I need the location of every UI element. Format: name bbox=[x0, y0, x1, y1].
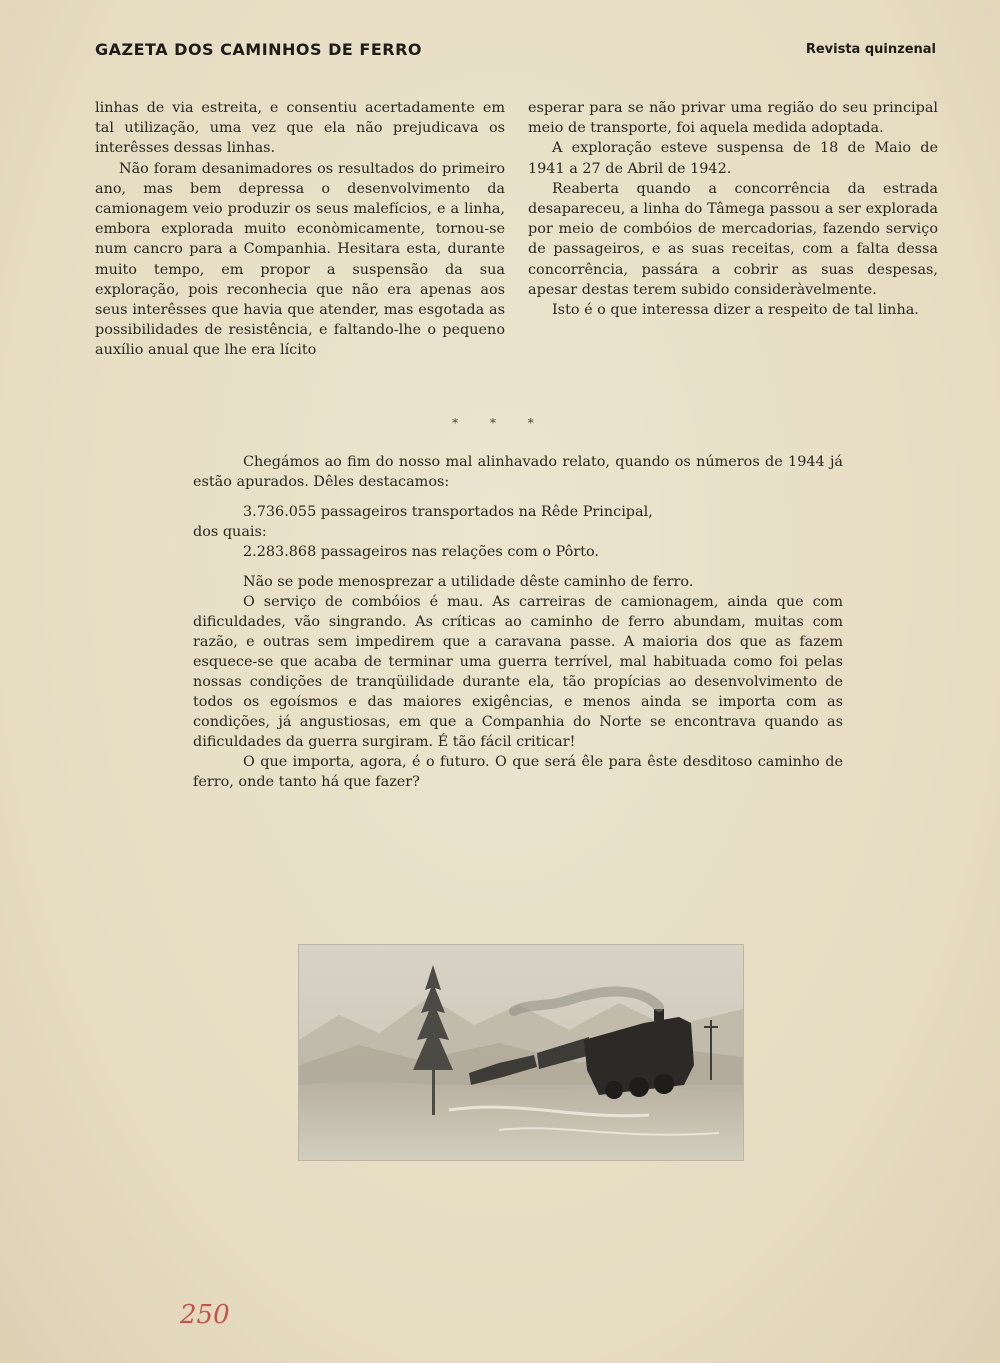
steam-locomotive-illustration bbox=[298, 944, 744, 1161]
statistic-line: 2.283.868 passageiros nas relações com o Pôrto. bbox=[243, 544, 599, 560]
running-header-subtitle: Revista quinzenal bbox=[805, 42, 936, 57]
paragraph: A exploração esteve suspensa de 18 de Maio de 1941 a 27 de Abril de 1942. bbox=[528, 140, 938, 177]
left-column bbox=[95, 98, 505, 361]
paragraph: Não se pode menosprezar a utilidade dêste caminho de ferro. bbox=[243, 574, 694, 590]
right-column bbox=[528, 98, 938, 320]
paragraph: O que importa, agora, é o futuro. O que será êle para êste desditoso caminho de ferro, onde tanto há que fazer? bbox=[193, 754, 843, 790]
section-separator: * * * bbox=[452, 416, 548, 430]
conclusion-section bbox=[193, 452, 843, 792]
paragraph: linhas de via estreita, e consentiu acertadamente em tal utilização, uma vez que ela não prejudicava os interêsses dessas linhas. bbox=[95, 100, 505, 157]
paragraph: O serviço de combóios é mau. As carreiras de camionagem, ainda que com dificuldades, vão singrando. As críticas ao caminho de ferro abundam, muitas com razão, e outras sem impedirem que a caravana passe. A maioria dos que as fazem esquece-se que acaba de terminar uma guerra terrível, mal habituada como foi pelas nossas condições de tranqüilidade durante ela, tão propícias ao desenvolvimento de todos os egoísmos e das maiores exigências, e menos ainda se importa com as condições, já angustiosas, em que a Companhia do Norte se encontrava quando as dificuldades da guerra surgiram. É tão fácil criticar! bbox=[193, 594, 843, 750]
page-number: 250 bbox=[180, 1300, 230, 1330]
train-illustration-icon bbox=[299, 945, 743, 1160]
paragraph: Isto é o que interessa dizer a respeito de tal linha. bbox=[552, 302, 919, 319]
statistic-joiner: dos quais: bbox=[193, 524, 267, 540]
paragraph: Não foram desanimadores os resultados do primeiro ano, mas bem depressa o desenvolvimento da camionagem veio produzir os seus malefícios, e a linha, embora explorada muito econòmicamente, tornou-se num cancro para a Companhia. Hesitara esta, durante muito tempo, em propor a suspensão da sua exploração, pois reconhecia que não era apenas aos seus interêsses que havia que atender, mas esgotada as possibilidades de resistência, e faltando-lhe o pequeno auxílio anual que lhe era lícito bbox=[95, 160, 505, 359]
statistic-line: 3.736.055 passageiros transportados na Rêde Principal, bbox=[243, 504, 653, 520]
paragraph: esperar para se não privar uma região do seu principal meio de transporte, foi aquela medida adoptada. bbox=[528, 100, 938, 137]
paragraph: Reaberta quando a concorrência da estrada desapareceu, a linha do Tâmega passou a ser explorada por meio de combóios de mercadorias, fazendo serviço de passageiros, e as suas receitas, com a falta dessa concorrência, passára a cobrir as suas despesas, apesar destas terem subido consideràvelmente. bbox=[528, 180, 938, 298]
running-header-title: GAZETA DOS CAMINHOS DE FERRO bbox=[95, 40, 423, 59]
paragraph: Chegámos ao fim do nosso mal alinhavado relato, quando os números de 1944 já estão apurados. Dêles destacamos: bbox=[193, 454, 843, 490]
